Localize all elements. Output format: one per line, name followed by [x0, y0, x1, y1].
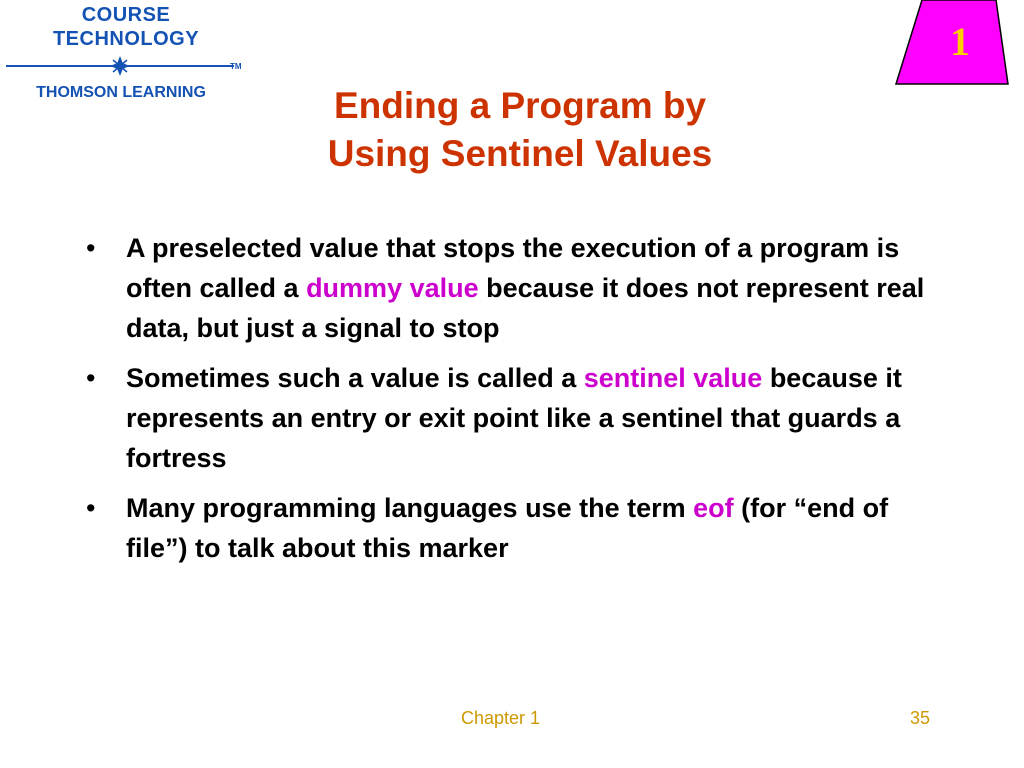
- logo-text-technology: TECHNOLOGY: [52, 28, 200, 50]
- highlighted-term: dummy value: [306, 273, 479, 303]
- bullet-text-part: (for “end of file”) to talk about this marker: [126, 493, 889, 563]
- logo-trademark: TM: [230, 62, 242, 71]
- highlighted-term: sentinel value: [583, 363, 763, 393]
- logo-text-course: COURSE: [81, 4, 171, 26]
- bullet-item: [86, 488, 946, 568]
- bullet-text-part: Sometimes such a value is called a: [126, 363, 584, 393]
- bullet-marker: •: [86, 363, 96, 393]
- course-technology-logo: [6, 4, 258, 108]
- slide-title-line-1: Ending a Program by: [333, 85, 707, 126]
- logo-star-rule-icon: [6, 54, 258, 82]
- bullet-text-part: Many programming languages use the term: [126, 493, 694, 523]
- footer-page-number: 35: [910, 708, 931, 728]
- bullet-item: [86, 358, 946, 478]
- footer-chapter-label: Chapter 1: [461, 708, 541, 728]
- bullet-item: [86, 228, 946, 348]
- slide-title-line-2: Using Sentinel Values: [327, 133, 713, 174]
- chapter-badge-number: 1: [950, 19, 970, 64]
- slide-title: [240, 82, 800, 178]
- highlighted-term: eof: [693, 493, 734, 523]
- bullet-list: [86, 228, 946, 578]
- bullet-marker: •: [86, 493, 96, 523]
- bullet-marker: •: [86, 233, 96, 263]
- bullet-text: [126, 358, 946, 478]
- bullet-text-part: because it does not represent real data, but just a signal to stop: [126, 273, 925, 343]
- logo-text-thomson-learning: THOMSON LEARNING: [36, 84, 206, 101]
- bullet-text: [126, 488, 946, 568]
- bullet-text-part: because it represents an entry or exit point like a sentinel that guards a fortress: [126, 363, 902, 473]
- bullet-text-part: A preselected value that stops the execution of a program is often called a: [126, 233, 900, 303]
- bullet-text: [126, 228, 946, 348]
